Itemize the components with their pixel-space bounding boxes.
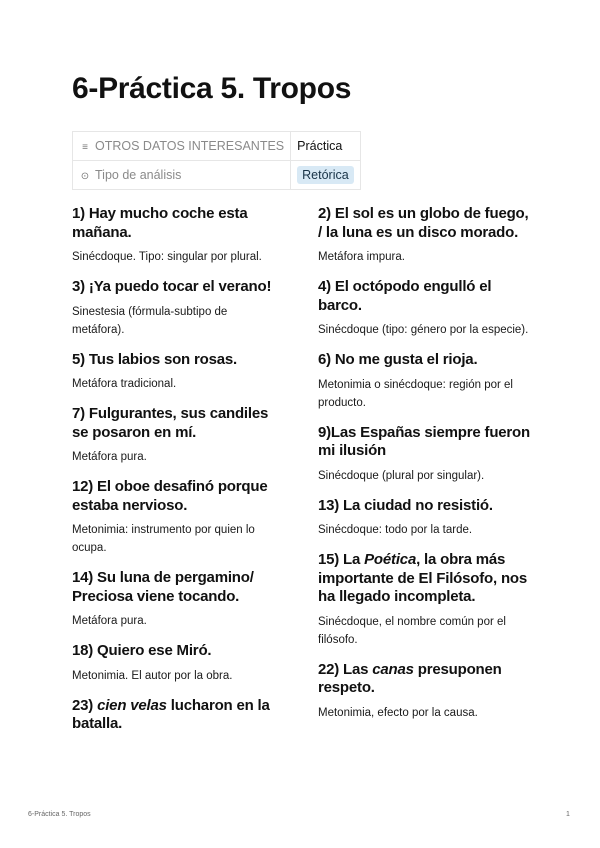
property-label: OTROS DATOS INTERESANTES: [95, 139, 285, 153]
exercise-answer: Sinécdoque. Tipo: singular por plural.: [72, 251, 262, 263]
exercise-answer: Metáfora pura.: [72, 615, 147, 627]
exercise-heading: 18) Quiero ese Miró.: [72, 642, 212, 659]
property-value: Práctica: [297, 139, 343, 153]
exercise-item: [72, 351, 282, 394]
exercise-answer: Sinécdoque: todo por la tarde.: [318, 524, 473, 536]
exercise-heading: 4) El octópodo engulló el barco.: [318, 278, 492, 314]
left-column: [72, 205, 282, 746]
exercise-heading: 23) cien velas lucharon en la batalla.: [72, 696, 270, 732]
exercise-answer: Metonimia o sinécdoque: región por el producto.: [318, 378, 513, 409]
property-value-cell[interactable]: [291, 161, 361, 190]
exercise-answer: Sinécdoque, el nombre común por el filósofo.: [318, 615, 506, 646]
exercise-answer: Sinécdoque (plural por singular).: [318, 469, 485, 482]
exercise-answer: Metáfora tradicional.: [72, 378, 177, 390]
footer-title: 6-Práctica 5. Tropos: [28, 811, 91, 818]
exercise-heading: 22) Las canas presuponen respeto.: [318, 660, 502, 696]
exercise-heading: 2) El sol es un globo de fuego, / la luna es un disco morado.: [318, 205, 529, 241]
property-row: [73, 161, 361, 190]
property-label: Tipo de análisis: [95, 168, 182, 182]
exercise-item: [72, 205, 282, 266]
analysis-type-tag: Retórica: [297, 166, 354, 184]
right-column: [318, 205, 530, 734]
exercise-heading: 6) No me gusta el rioja.: [318, 351, 478, 368]
exercise-heading: 13) La ciudad no resistió.: [318, 496, 493, 514]
exercise-item: [318, 205, 530, 266]
exercise-item: [72, 405, 282, 466]
exercise-item: [72, 642, 282, 685]
exercise-item: [318, 424, 530, 485]
page-number: 1: [566, 811, 570, 818]
exercise-item: [72, 569, 282, 630]
property-label-cell: [73, 132, 291, 161]
exercise-answer: Sinécdoque (tipo: género por la especie).: [318, 324, 529, 336]
exercise-item: [318, 351, 530, 412]
exercise-item: [72, 278, 282, 339]
exercise-heading: 7) Fulgurantes, sus candiles se posaron en mí.: [72, 405, 269, 441]
exercise-heading: 5) Tus labios son rosas.: [72, 350, 237, 368]
exercise-answer: Metonimia. El autor por la obra.: [72, 669, 233, 682]
exercise-item: [318, 661, 530, 722]
exercise-item: [318, 551, 530, 649]
list-icon: ≡: [82, 142, 88, 153]
target-icon: ⊙: [80, 171, 90, 182]
exercise-item: [72, 697, 282, 734]
exercise-heading: 3) ¡Ya puedo tocar el verano!: [72, 278, 272, 295]
exercise-answer: Metáfora impura.: [318, 251, 405, 263]
property-row: [73, 132, 361, 161]
exercise-heading: 12) El oboe desafinó porque estaba nervioso.: [72, 478, 268, 514]
exercise-item: [72, 478, 282, 557]
exercise-item: [318, 278, 530, 339]
properties-table: [72, 131, 361, 190]
exercise-heading: 9)Las Españas siempre fueron mi ilusión: [318, 423, 530, 459]
exercise-heading: 1) Hay mucho coche esta mañana.: [72, 205, 248, 241]
property-label-cell: [73, 161, 291, 190]
exercise-answer: Metonimia: instrumento por quien lo ocupa.: [72, 524, 255, 554]
page-title: 6-Práctica 5. Tropos: [72, 72, 352, 105]
exercise-answer: Sinestesia (fórmula-subtipo de metáfora).: [72, 305, 228, 336]
exercise-answer: Metáfora pura.: [72, 451, 147, 463]
exercise-heading: 14) Su luna de pergamino/ Preciosa viene tocando.: [72, 569, 254, 605]
exercise-answer: Metonimia, efecto por la causa.: [318, 706, 478, 719]
exercise-heading: 15) La Poética, la obra más importante de El Filósofo, nos ha llegado incompleta.: [318, 551, 528, 605]
exercise-item: [318, 497, 530, 540]
property-value-cell[interactable]: [291, 132, 361, 161]
